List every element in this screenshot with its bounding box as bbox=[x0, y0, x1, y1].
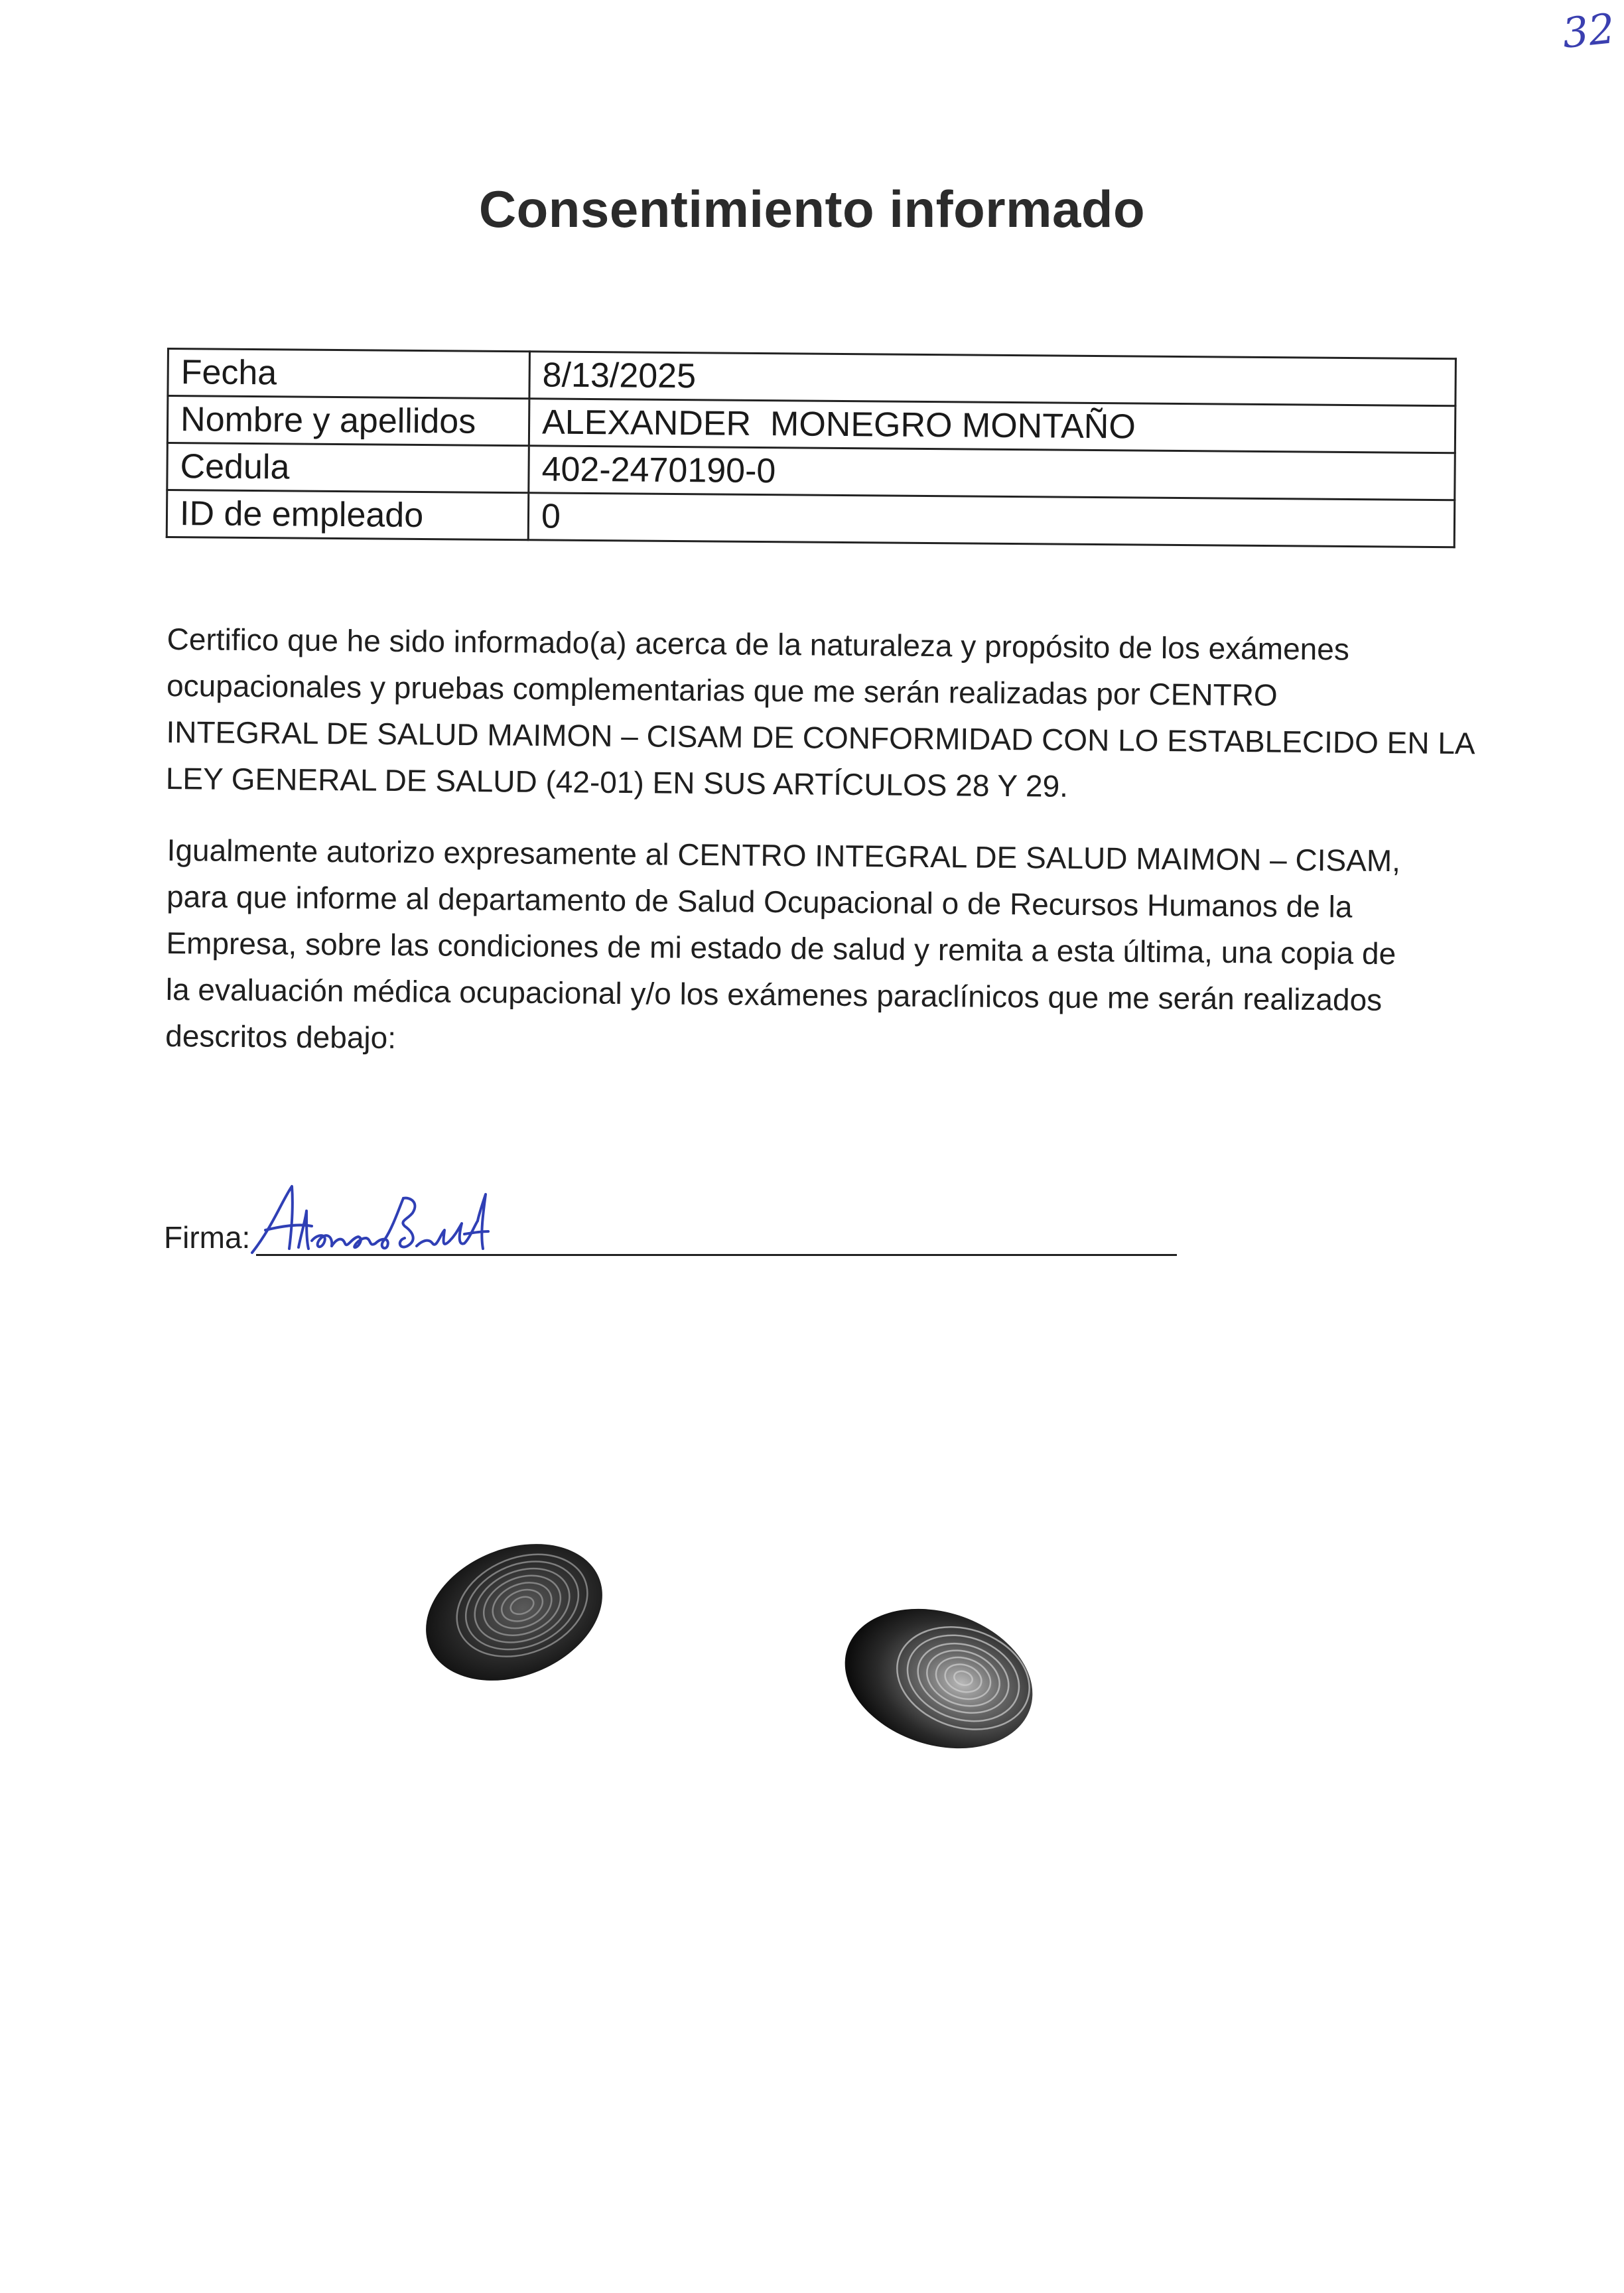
info-table bbox=[166, 348, 1457, 548]
id-empleado-label: ID de empleado bbox=[167, 490, 529, 540]
signature-label: Firma: bbox=[164, 1220, 251, 1255]
cedula-label: Cedula bbox=[167, 443, 529, 493]
page-number: 32 bbox=[1560, 4, 1617, 58]
paragraph-line: LEY GENERAL DE SALUD (42-01) EN SUS ARTÍCULOS 28 Y 29. bbox=[165, 760, 1069, 803]
paragraph-line: Certifico que he sido informado(a) acerca de la naturaleza y propósito de los exámenes bbox=[167, 621, 1350, 667]
paragraph-line: para que informe al departamento de Salud Ocupacional o de Recursos Humanos de la bbox=[166, 878, 1353, 924]
fecha-value: 8/13/2025 bbox=[529, 352, 1456, 406]
paragraph-line: INTEGRAL DE SALUD MAIMON – CISAM DE CONFORMIDAD CON LO ESTABLECIDO EN LA bbox=[166, 714, 1475, 761]
paragraph-line: Empresa, sobre las condiciones de mi estado de salud y remita a esta última, una copia de bbox=[166, 925, 1396, 971]
document-title: Consentimiento informado bbox=[478, 180, 1146, 238]
nombre-value: ALEXANDER MONEGRO MONTAÑO bbox=[529, 399, 1455, 453]
fingerprint-left-icon bbox=[415, 1533, 614, 1692]
certification-paragraph bbox=[166, 616, 1481, 813]
handwritten-signature bbox=[245, 1174, 564, 1267]
paragraph-line: Igualmente autorizo expresamente al CENTRO INTEGRAL DE SALUD MAIMON – CISAM, bbox=[167, 832, 1401, 878]
table-row bbox=[167, 490, 1454, 547]
paragraph-line: descritos debajo: bbox=[165, 1018, 397, 1056]
paragraph-line: ocupacionales y pruebas complementarias que me serán realizadas por CENTRO bbox=[166, 667, 1278, 713]
authorization-paragraph bbox=[165, 827, 1481, 1070]
fecha-label: Fecha bbox=[168, 349, 530, 399]
cedula-value: 402-2470190-0 bbox=[529, 446, 1455, 500]
paragraph-line: la evaluación médica ocupacional y/o los exámenes paraclínicos que me serán realizados bbox=[165, 971, 1383, 1017]
id-empleado-value: 0 bbox=[528, 493, 1455, 547]
nombre-label: Nombre y apellidos bbox=[167, 396, 529, 446]
fingerprint-right-icon bbox=[833, 1592, 1045, 1765]
